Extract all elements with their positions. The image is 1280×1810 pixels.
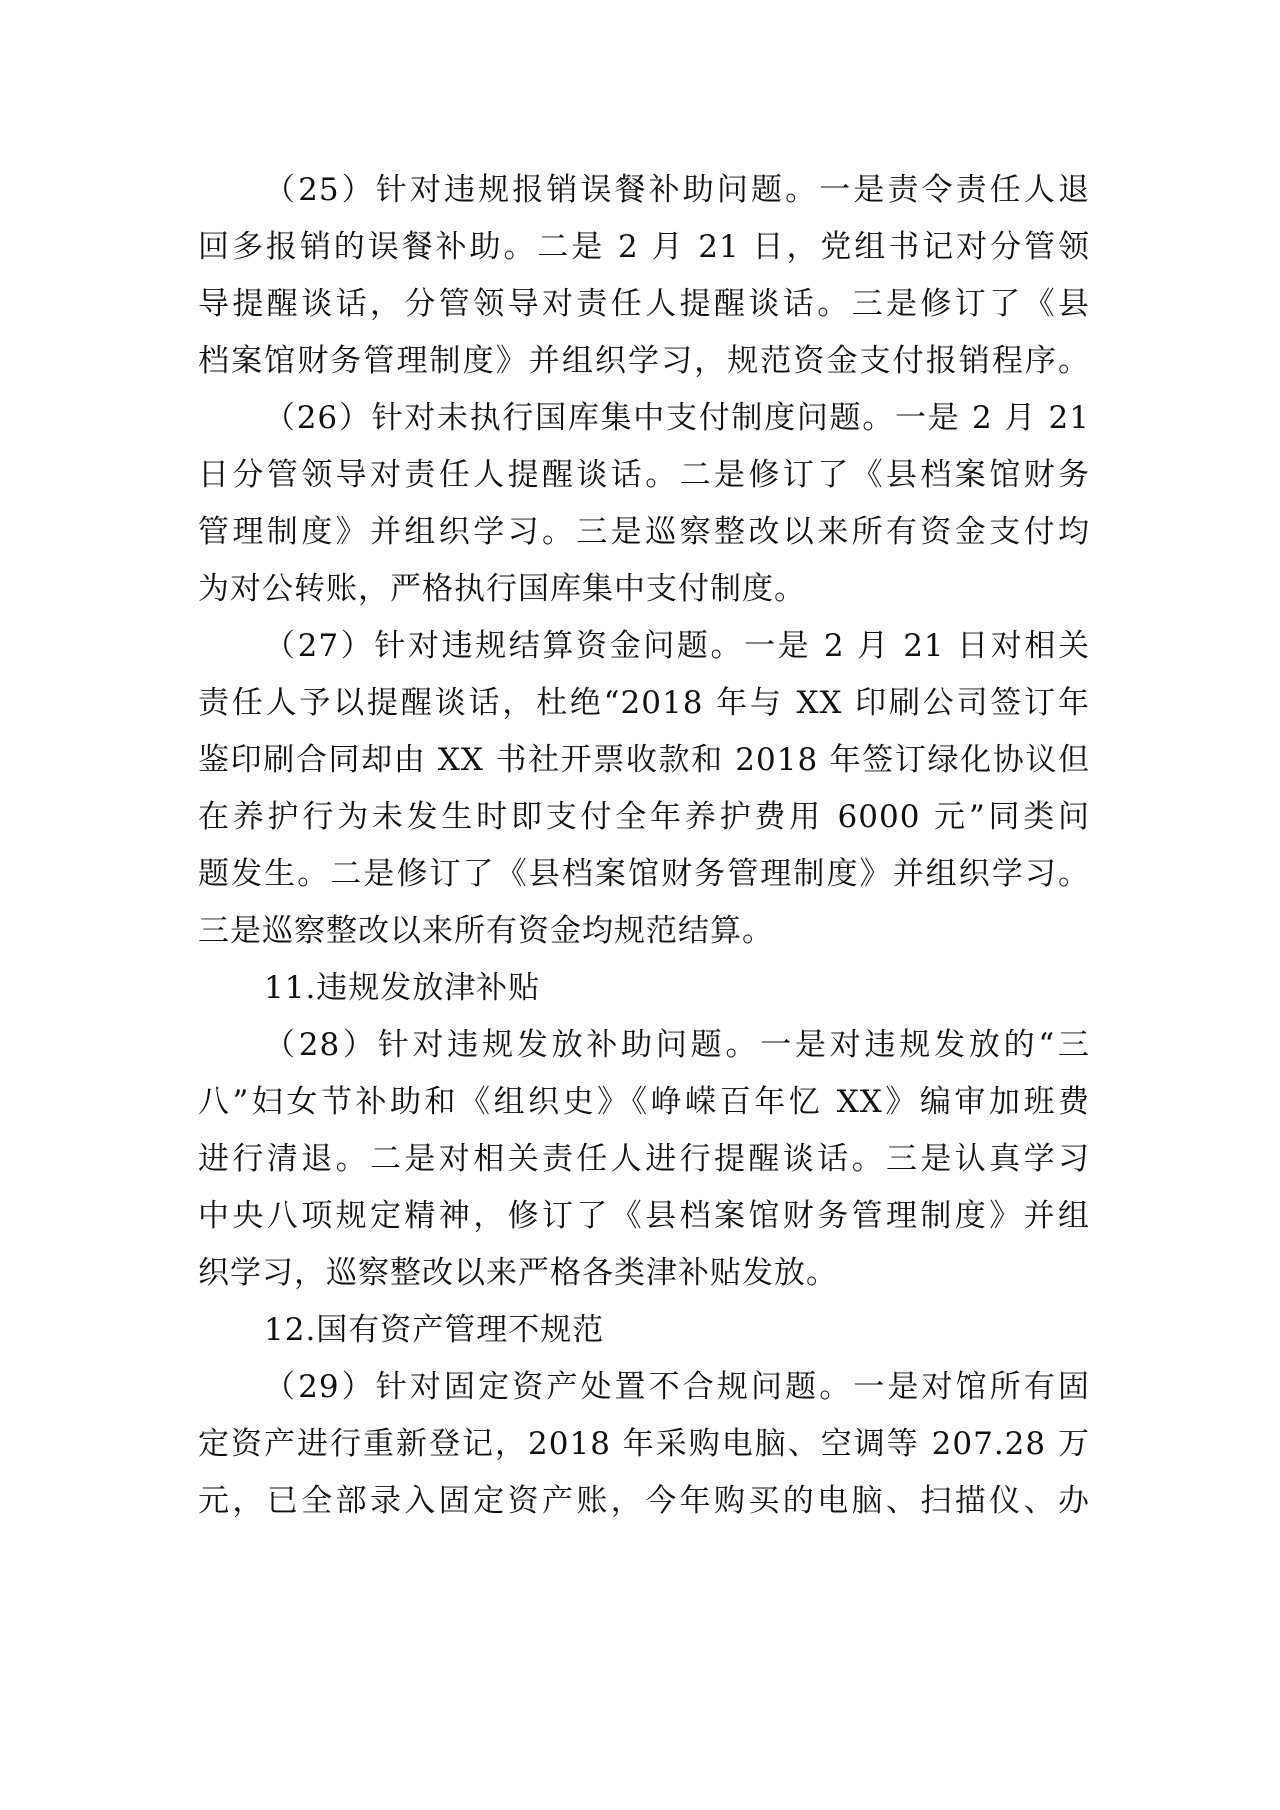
paragraph-29-line-2: 定资产进行重新登记，2018 年采购电脑、空调等 207.28 万 [198,1426,1090,1462]
paragraph-27-line-5: 题发生。二是修订了《县档案馆财务管理制度》并组织学习。 [198,856,1090,892]
paragraph-29-line-1: （29）针对固定资产处置不合规问题。一是对馆所有固 [264,1369,1090,1405]
paragraph-27-line-3: 鉴印刷合同却由 XX 书社开票收款和 2018 年签订绿化协议但 [198,742,1090,778]
paragraph-28-line-5: 织学习，巡察整改以来严格各类津补贴发放。 [198,1255,838,1291]
paragraph-28-line-3: 进行清退。二是对相关责任人进行提醒谈话。三是认真学习 [198,1141,1090,1177]
paragraph-28-line-2: 八”妇女节补助和《组织史》《峥嵘百年忆 XX》编审加班费 [198,1084,1090,1120]
paragraph-28-line-1: （28）针对违规发放补助问题。一是对违规发放的“三 [264,1027,1090,1063]
paragraph-25-line-3: 导提醒谈话，分管领导对责任人提醒谈话。三是修订了《县 [198,286,1090,322]
paragraph-26-line-1: （26）针对未执行国库集中支付制度问题。一是 2 月 21 [264,400,1090,436]
section-heading-11: 11.违规发放津补贴 [264,970,541,1006]
paragraph-26-line-2: 日分管领导对责任人提醒谈话。二是修订了《县档案馆财务 [198,457,1090,493]
paragraph-27-line-1: （27）针对违规结算资金问题。一是 2 月 21 日对相关 [264,628,1090,664]
paragraph-27-line-2: 责任人予以提醒谈话，杜绝“2018 年与 XX 印刷公司签订年 [198,685,1090,721]
paragraph-29-line-3: 元，已全部录入固定资产账，今年购买的电脑、扫描仪、办 [198,1483,1090,1519]
paragraph-27-line-4: 在养护行为未发生时即支付全年养护费用 6000 元”同类问 [198,799,1090,835]
paragraph-26-line-4: 为对公转账，严格执行国库集中支付制度。 [198,571,806,607]
body-text [198,162,1090,1530]
section-heading-12: 12.国有资产管理不规范 [264,1312,605,1348]
paragraph-25-line-4: 档案馆财务管理制度》并组织学习，规范资金支付报销程序。 [198,343,1090,379]
paragraph-26-line-3: 管理制度》并组织学习。三是巡察整改以来所有资金支付均 [198,514,1090,550]
paragraph-25-line-1: （25）针对违规报销误餐补助问题。一是责令责任人退 [264,172,1090,208]
paragraph-27-line-6: 三是巡察整改以来所有资金均规范结算。 [198,913,774,949]
paragraph-28-line-4: 中央八项规定精神，修订了《县档案馆财务管理制度》并组 [198,1198,1090,1234]
paragraph-25-line-2: 回多报销的误餐补助。二是 2 月 21 日，党组书记对分管领 [198,229,1090,265]
